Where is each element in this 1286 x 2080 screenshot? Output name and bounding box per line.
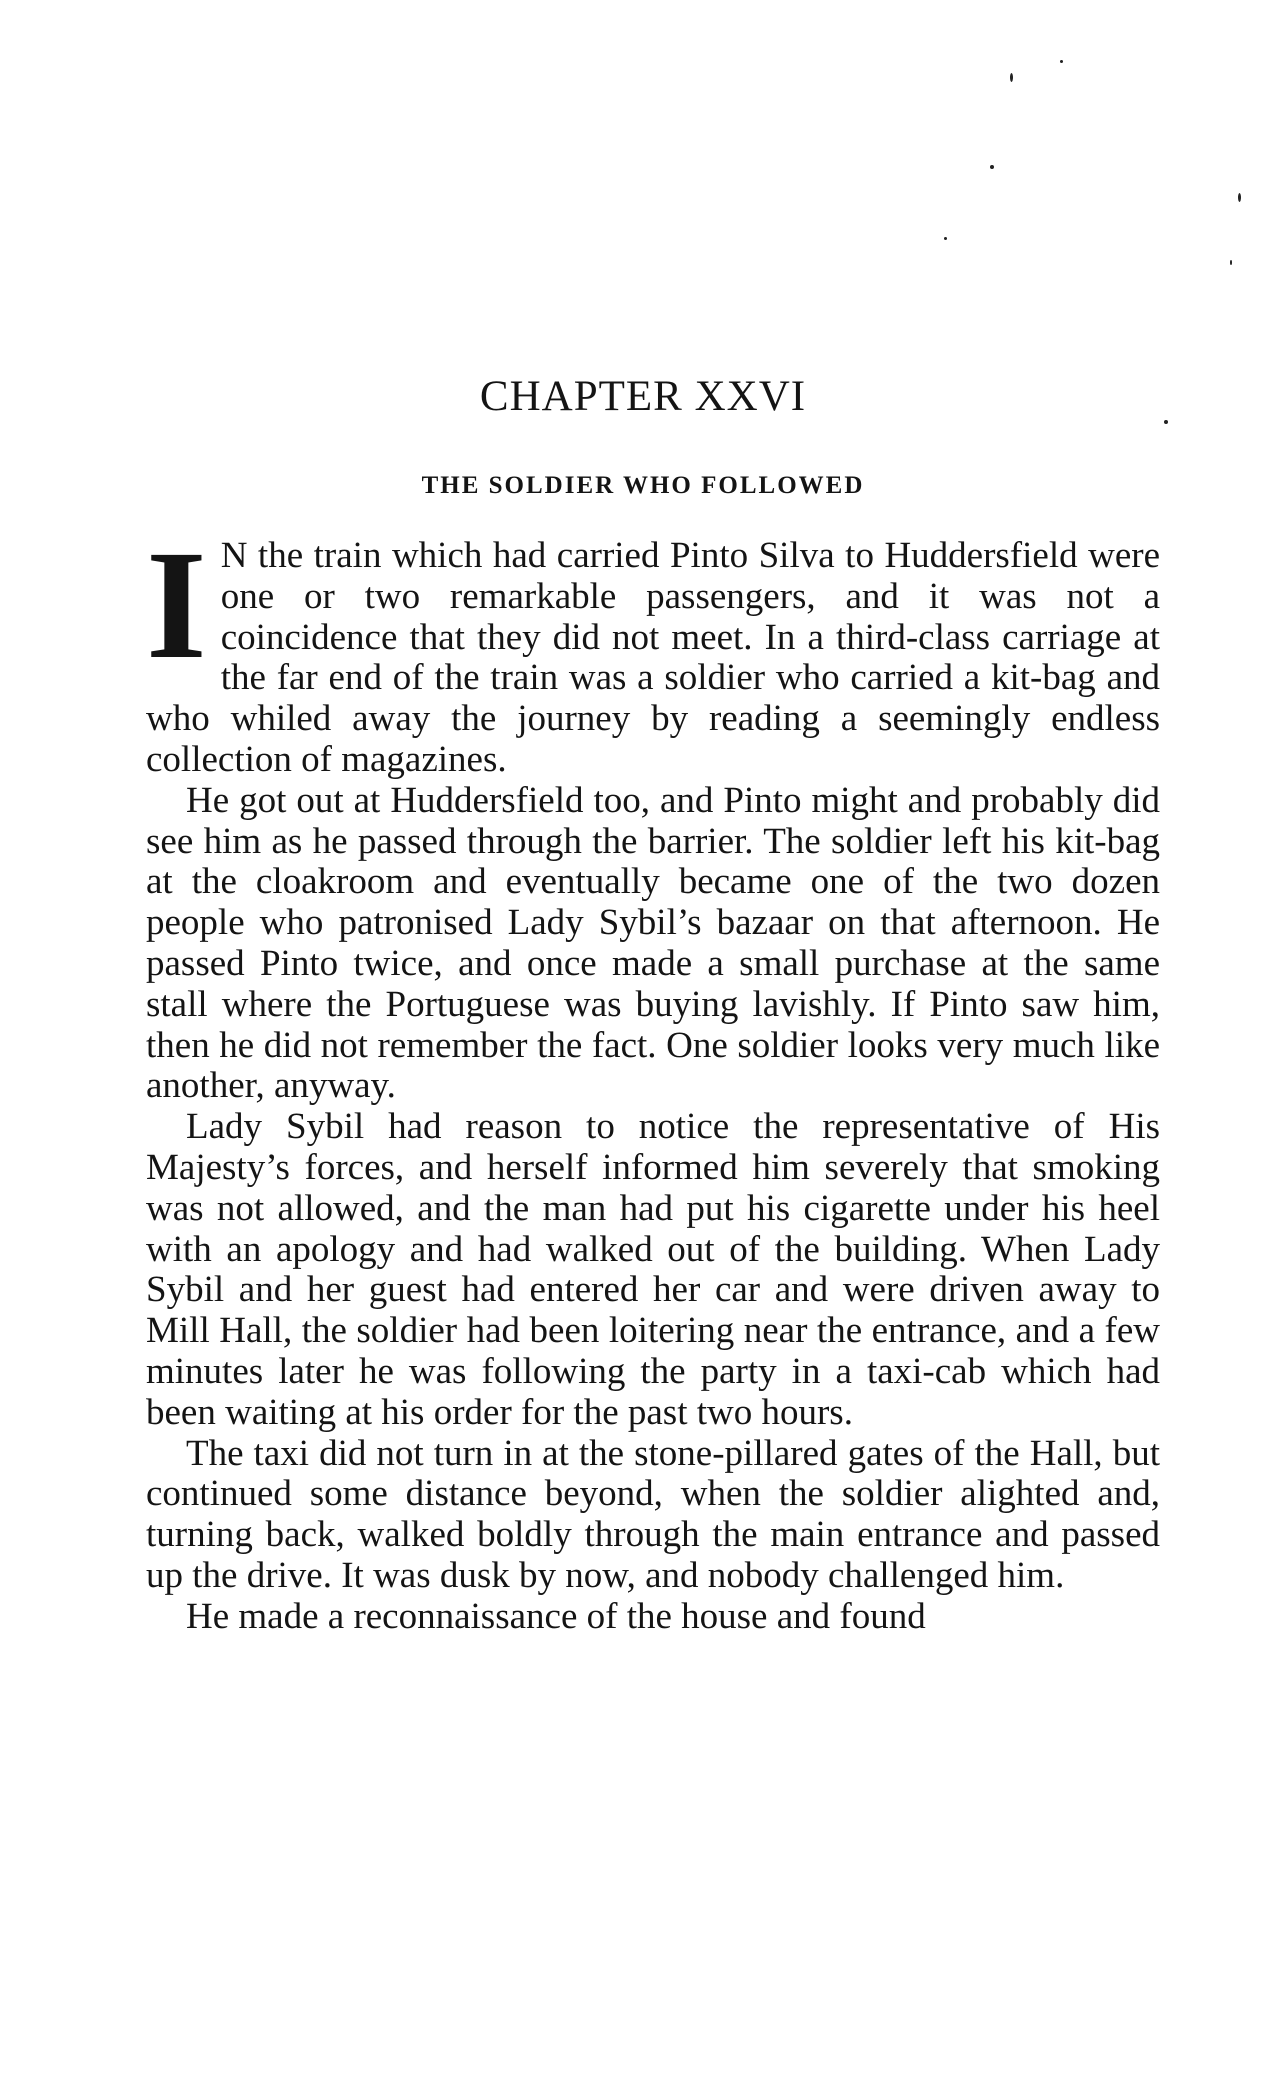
paragraph-text: The taxi did not turn in at the stone-pillared gates of the Hall, but continued some distance beyond, when the soldier alighted and, turning back, walked boldly through the main entrance and passed up the drive. It was dusk by now, and nobody challenged him. [146, 1432, 1160, 1596]
print-speck [990, 165, 994, 169]
paragraph-5 [146, 1597, 1160, 1638]
chapter-subtitle: THE SOLDIER WHO FOLLOWED [421, 472, 865, 499]
paragraph-3 [146, 1107, 1160, 1433]
paragraph-2 [146, 781, 1160, 1107]
print-speck [1230, 260, 1232, 265]
print-speck [1010, 73, 1013, 82]
paragraph-text: N the train which had carried Pinto Silva to Huddersfield were one or two remarkable passengers, and it was not a coincidence that they did not meet. In a third-class carriage at the far end of the train was a soldier who carried a kit-bag and who whiled away the journey by reading a seemingly endless collection of magazines. [146, 535, 1160, 780]
print-speck [944, 237, 947, 240]
paragraph-text: Lady Sybil had reason to notice the representative of His Majesty’s forces, and herself informed him severely that smoking was not allowed, and the man had put his cigarette under his heel with an apology and had walked out of the building. When Lady Sybil and her guest had entered her car and were driven away to Mill Hall, the soldier had been loitering near the entrance, and a few minutes later he was following the party in a taxi-cab which had been waiting at his order for the past two hours. [146, 1106, 1160, 1433]
print-speck [1060, 60, 1063, 63]
chapter-title: CHAPTER XXVI [479, 373, 807, 420]
paragraph-4 [146, 1434, 1160, 1597]
paragraph-text: He made a reconnaissance of the house and found [186, 1595, 926, 1637]
drop-cap: I [146, 518, 207, 691]
chapter-body [146, 518, 1160, 1638]
paragraph-text: He got out at Huddersfield too, and Pinto might and probably did see him as he passed through the barrier. The soldier left his kit-bag at the cloakroom and eventually became one of the two dozen people who patronised Lady Sybil’s bazaar on that afternoon. He passed Pinto twice, and once made a small purchase at the same stall where the Portuguese was buying lavishly. If Pinto saw him, then he did not remember the fact. One soldier looks very much like another, anyway. [146, 779, 1160, 1107]
print-speck [1238, 193, 1241, 202]
paragraph-1 [146, 518, 1160, 781]
